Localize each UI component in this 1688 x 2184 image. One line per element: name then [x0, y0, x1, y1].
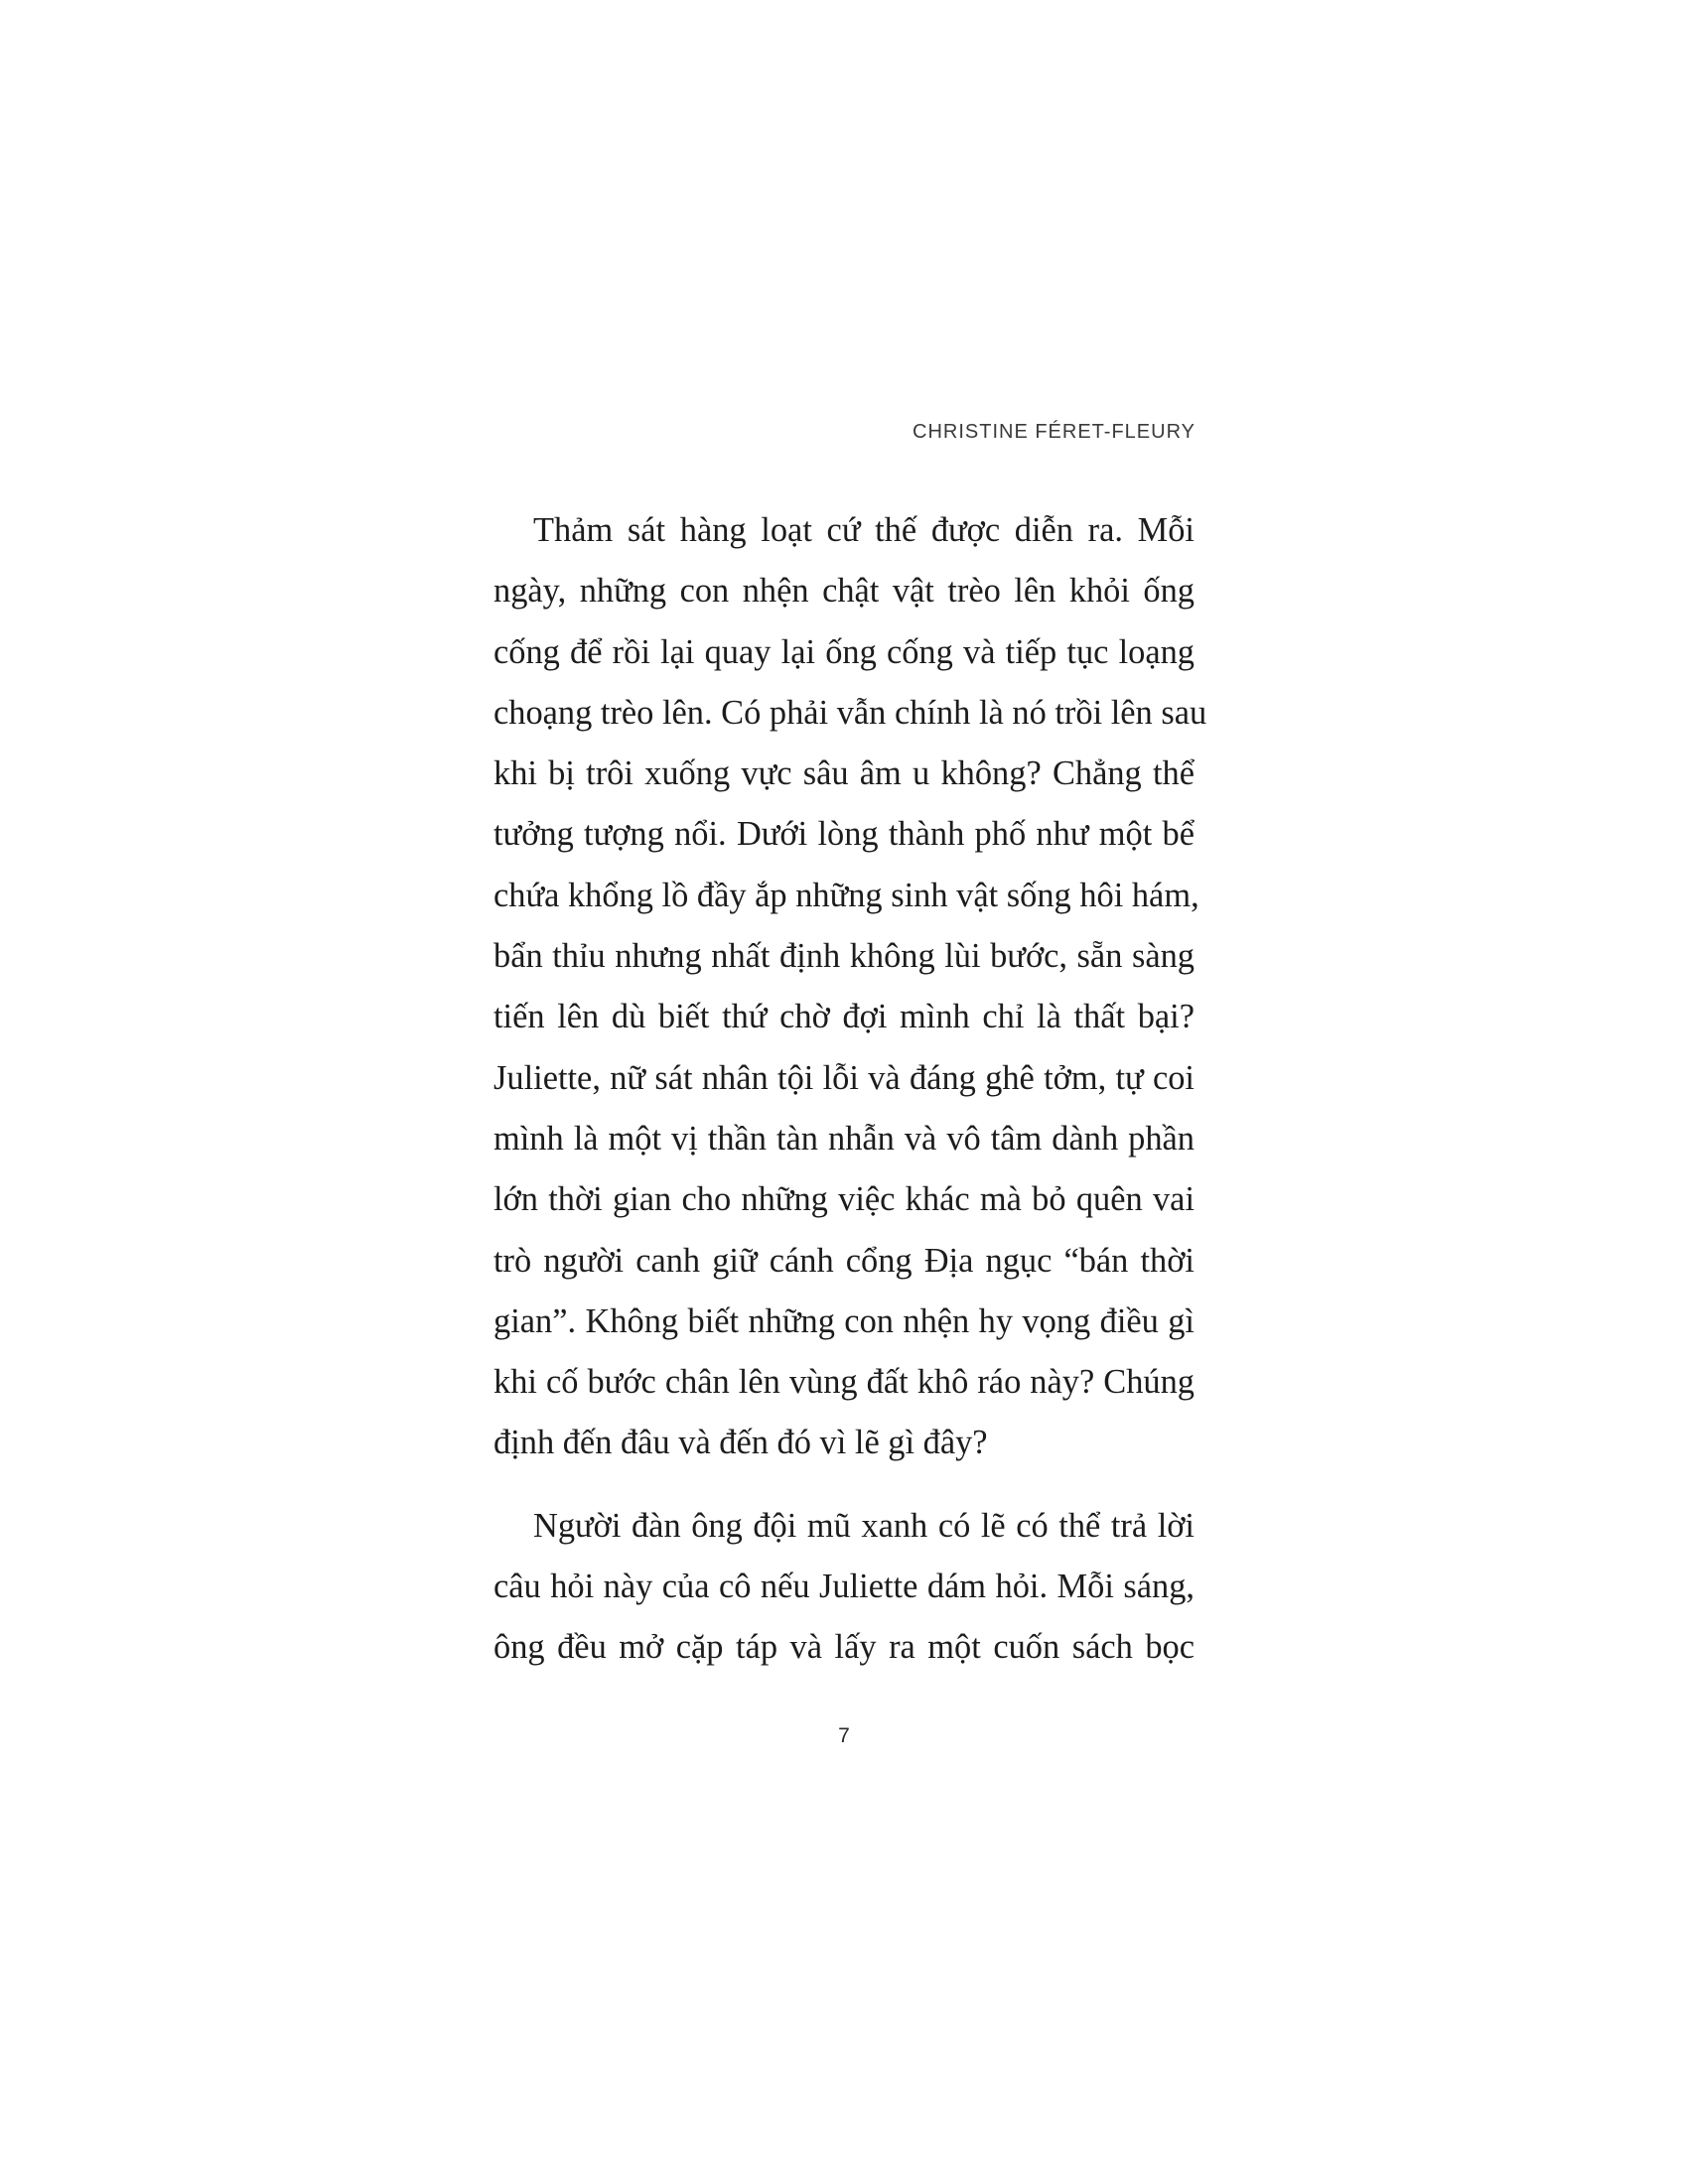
- text-line: tưởng tượng nổi. Dưới lòng thành phố như một bể: [493, 815, 1195, 854]
- text-line: Thảm sát hàng loạt cứ thế được diễn ra. Mỗi: [533, 511, 1195, 549]
- text-line: bẩn thỉu nhưng nhất định không lùi bước, sẵn sàng: [493, 937, 1195, 976]
- text-line: câu hỏi này của cô nếu Juliette dám hỏi. Mỗi sáng,: [493, 1568, 1195, 1606]
- text-line: gian”. Không biết những con nhện hy vọng điều gì: [493, 1301, 1195, 1340]
- paragraph-2: [493, 1496, 1195, 1679]
- running-header-author: CHRISTINE FÉRET-FLEURY: [913, 421, 1196, 443]
- text-line: ngày, những con nhện chật vật trèo lên khỏi ống: [493, 572, 1195, 611]
- body-text: [493, 500, 1207, 1679]
- text-line: khi bị trôi xuống vực sâu âm u không? Chẳng thể: [493, 754, 1195, 793]
- text-line: tiến lên dù biết thứ chờ đợi mình chỉ là thất bại?: [493, 998, 1195, 1036]
- paragraph-spacer: [493, 1474, 1195, 1496]
- paragraph-1: [493, 500, 1207, 1474]
- text-line: định đến đâu và đến đó vì lẽ gì đây?: [493, 1424, 988, 1462]
- page-number: 7: [838, 1724, 850, 1747]
- text-line: trò người canh giữ cánh cổng Địa ngục “bán thời: [493, 1241, 1195, 1280]
- text-line: choạng trèo lên. Có phải vẫn chính là nó trồi lên sau: [493, 693, 1207, 732]
- text-line: ông đều mở cặp táp và lấy ra một cuốn sách bọc: [493, 1628, 1195, 1667]
- text-line: lớn thời gian cho những việc khác mà bỏ quên vai: [493, 1180, 1195, 1219]
- text-line: chứa khổng lồ đầy ắp những sinh vật sống hôi hám,: [493, 876, 1199, 914]
- text-line: Người đàn ông đội mũ xanh có lẽ có thể trả lời: [533, 1506, 1195, 1545]
- text-line: mình là một vị thần tàn nhẫn và vô tâm dành phần: [493, 1119, 1195, 1158]
- text-line: cống để rồi lại quay lại ống cống và tiếp tục loạng: [493, 632, 1195, 671]
- text-line: khi cố bước chân lên vùng đất khô ráo này? Chúng: [493, 1363, 1195, 1402]
- text-line: Juliette, nữ sát nhân tội lỗi và đáng ghê tởm, tự coi: [493, 1058, 1195, 1097]
